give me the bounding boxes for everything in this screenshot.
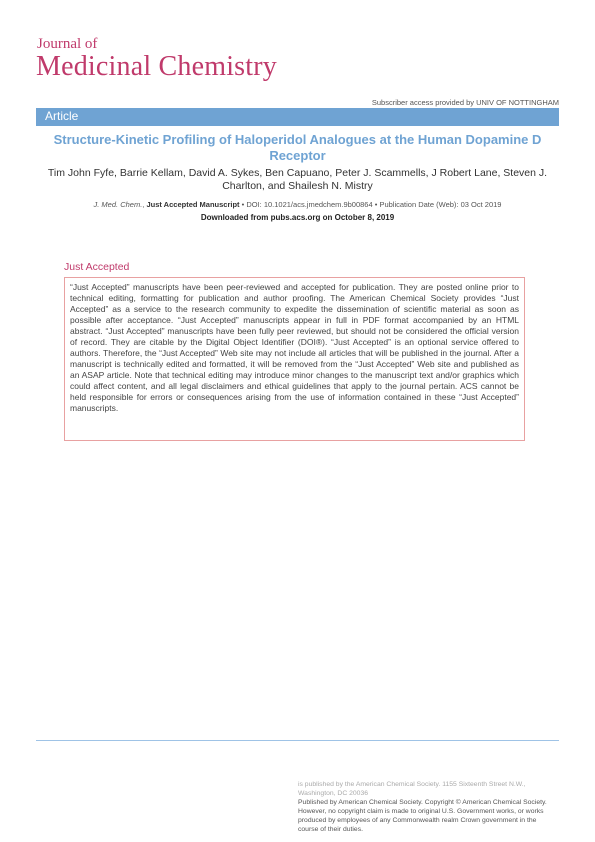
citation-line: J. Med. Chem., Just Accepted Manuscript • DOI: 10.1021/acs.jmedchem.9b00864 • Publication Date (Web): 03 Oct 2019 [93, 200, 502, 209]
just-accepted-heading: Just Accepted [64, 261, 130, 273]
article-title: Structure-Kinetic Profiling of Haloperidol Analogues at the Human Dopamine D Receptor [53, 132, 542, 163]
journal-name-line2: Medicinal Chemistry [36, 51, 277, 82]
article-section-bar [36, 108, 559, 126]
citation-status: Just Accepted Manuscript [146, 200, 240, 209]
footer-divider [36, 740, 559, 741]
just-accepted-notice: “Just Accepted” manuscripts have been peer-reviewed and accepted for publication. They are posted online prior to technical editing, formatting for publication and author proofing. The American Chemical Society provides “Just Accepted” as a service to the research community to expedite the dissemination of scientific material as soon as possible after acceptance. “Just Accepted” manuscripts appear in full in PDF format accompanied by an HTML abstract. “Just Accepted” manuscripts have been fully peer reviewed, but should not be considered the official version of record. They are citable by the Digital Object Identifier (DOI®). “Just Accepted” is an optional service offered to authors. Therefore, the “Just Accepted” Web site may not include all articles that will be published in the journal. After a manuscript is technically edited and formatted, it will be removed from the “Just Accepted” Web site and published as an ASAP article. Note that technical editing may introduce minor changes to the manuscript text and/or graphics which could affect content, and all legal disclaimers and ethical guidelines that apply to the journal pertain. ACS cannot be held responsible for errors or consequences arising from the use of information contained in these “Just Accepted” manuscripts. [64, 277, 525, 441]
article-section-label: Article [45, 109, 79, 123]
subscriber-access-note: Subscriber access provided by UNIV OF NOTTINGHAM [371, 98, 559, 107]
citation-details: • DOI: 10.1021/acs.jmedchem.9b00864 • Publication Date (Web): 03 Oct 2019 [239, 200, 502, 209]
citation-journal: J. Med. Chem. [93, 200, 143, 209]
publisher-address: is published by the American Chemical Society. 1155 Sixteenth Street N.W., Washington, DC 20036 [298, 781, 526, 797]
copyright-notice: Published by American Chemical Society. Copyright © American Chemical Society. However, no copyright claim is made to original U.S. Government works, or works produced by employees of any Commonwealth realm Crown government in the course of their duties. [298, 799, 547, 833]
article-authors: Tim John Fyfe, Barrie Kellam, David A. Sykes, Ben Capuano, Peter J. Scammells, J Robert Lane, Steven J. Charlton, and Shailesh N. Mistry [47, 167, 548, 192]
journal-name-line1: Journal of [37, 36, 98, 52]
download-note: Downloaded from pubs.acs.org on October 8, 2019 [200, 213, 395, 222]
